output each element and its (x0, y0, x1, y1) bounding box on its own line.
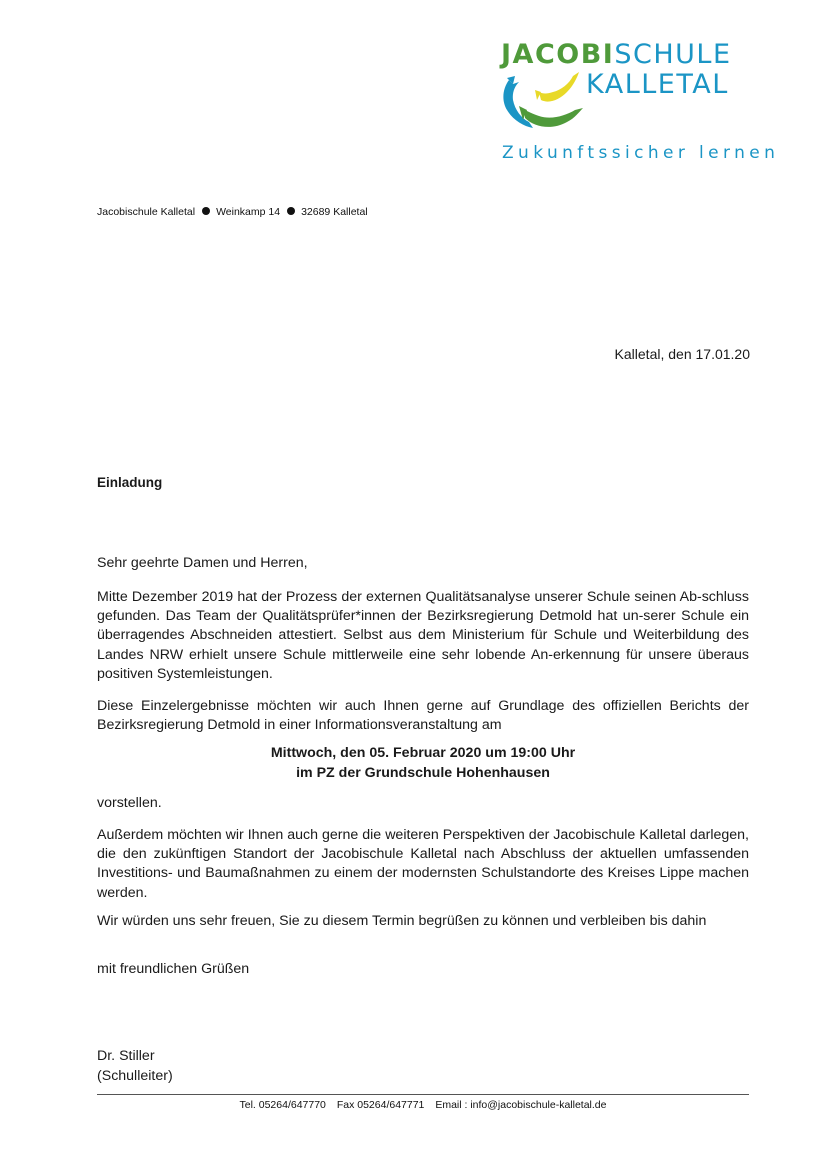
bullet-icon (287, 207, 295, 215)
salutation: Sehr geehrte Damen und Herren, (97, 555, 308, 571)
logo-schule: SCHULE (614, 39, 732, 70)
signature-title: (Schulleiter) (97, 1068, 173, 1084)
bullet-icon (202, 207, 210, 215)
footer-divider (97, 1094, 749, 1095)
paragraph-3: vorstellen. (97, 795, 162, 811)
logo-wordmark-line1 (501, 40, 732, 70)
event-details (97, 744, 749, 783)
footer-contact (97, 1099, 749, 1111)
paragraph-1: Mitte Dezember 2019 hat der Prozess der externen Qualitätsanalyse unserer Schule seinen Ab-schluss gefunden. Das Team der Qualitätsprüfer*innen der Bezirksregierung Detmold hat un-serer Schule ein überragendes Abschneiden attestiert. Selbst aus dem Ministerium für Schule und Weiterbildung des Landes NRW erhielt unsere Schule mittlerweile eine sehr lobende An-erkennung für unsere überaus positiven Systemleistungen. (97, 589, 749, 682)
signature-name: Dr. Stiller (97, 1048, 155, 1064)
letter-date: Kalletal, den 17.01.20 (614, 346, 750, 362)
sender-city: 32689 Kalletal (301, 206, 368, 218)
paragraph-2: Diese Einzelergebnisse möchten wir auch Ihnen gerne auf Grundlage des offiziellen Berichts der Bezirksregierung Detmold in einer Informationsveranstaltung am (97, 698, 749, 734)
footer-fax: Fax 05264/647771 (336, 1099, 425, 1111)
logo-tagline: Zukunftssicher lernen (502, 143, 780, 163)
sender-address-line (97, 206, 368, 218)
paragraph-4: Außerdem möchten wir Ihnen auch gerne die weiteren Perspektiven der Jacobischule Kalletal darlegen, die den zukünftigen Standort der Jacobischule Kalletal nach Abschluss der aktuellen umfassenden Investitions- und Baumaßnahmen zu einem der modernsten Schulstandorte des Kreises Lippe machen werden. (97, 827, 749, 901)
event-location: im PZ der Grundschule Hohenhausen (296, 764, 550, 781)
paragraph-5: Wir würden uns sehr freuen, Sie zu diesem Termin begrüßen zu können und verbleiben bis dahin (97, 913, 707, 929)
event-datetime: Mittwoch, den 05. Februar 2020 um 19:00 Uhr (270, 745, 576, 761)
letter-subject: Einladung (97, 475, 163, 490)
sender-street: Weinkamp 14 (216, 206, 281, 218)
footer-tel: Tel. 05264/647770 (239, 1099, 326, 1111)
logo-kalletal: KALLETAL (586, 69, 729, 100)
closing: mit freundlichen Grüßen (97, 961, 250, 977)
footer-email[interactable]: Email : info@jacobischule-kalletal.de (435, 1099, 607, 1111)
sender-name: Jacobischule Kalletal (97, 206, 196, 218)
logo-jacobi: JACOBI (501, 39, 615, 70)
fish-logo-icon (501, 70, 591, 132)
